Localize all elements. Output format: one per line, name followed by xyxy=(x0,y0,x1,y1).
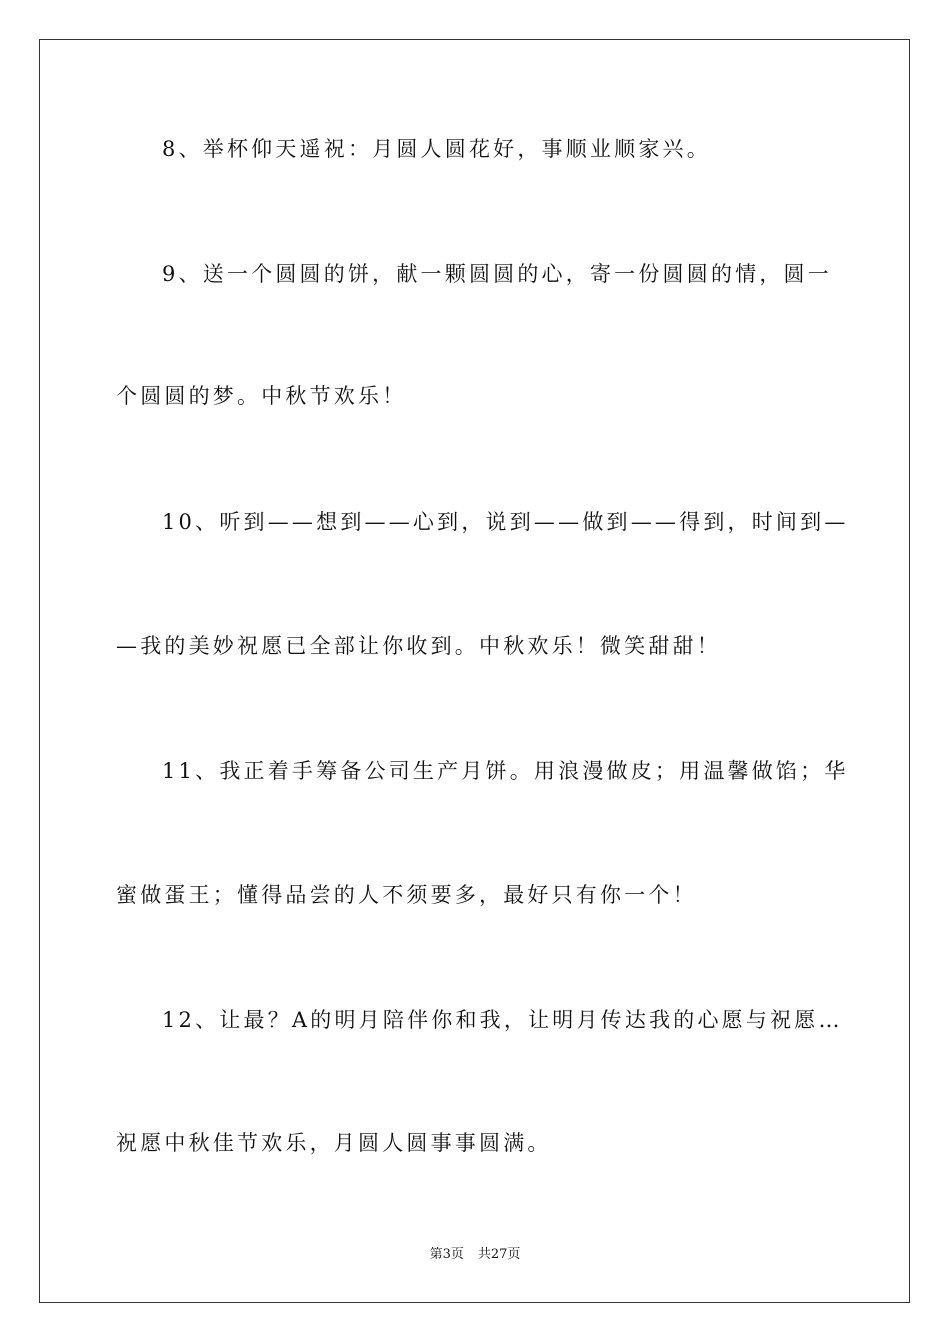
paragraph-9-line-2: 个圆圆的梦。中秋节欢乐！ xyxy=(116,384,407,408)
paragraph-11-line-2: 蜜做蛋王；懂得品尝的人不须要多，最好只有你一个！ xyxy=(116,883,697,907)
page-number: 第3页 xyxy=(429,1247,464,1262)
paragraph-12-line-1: 12、让最？A的明月陪伴你和我，让明月传达我的心愿与祝愿… xyxy=(162,1008,843,1032)
page-border xyxy=(39,39,910,1303)
paragraph-9-line-1: 9、送一个圆圆的饼，献一颗圆圆的心，寄一份圆圆的情，圆一 xyxy=(162,262,832,286)
page-footer xyxy=(0,1246,950,1264)
paragraph-8: 8、举杯仰天遥祝：月圆人圆花好，事顺业顺家兴。 xyxy=(162,137,711,161)
paragraph-11-line-1: 11、我正着手筹备公司生产月饼。用浪漫做皮；用温馨做馅；华 xyxy=(162,759,849,783)
paragraph-10-line-1: 10、听到——想到——心到，说到——做到——得到，时间到— xyxy=(162,510,849,534)
page-total: 共27页 xyxy=(477,1247,521,1262)
paragraph-10-line-2: —我的美妙祝愿已全部让你收到。中秋欢乐！微笑甜甜！ xyxy=(116,634,721,658)
paragraph-12-line-2: 祝愿中秋佳节欢乐，月圆人圆事事圆满。 xyxy=(116,1131,552,1155)
